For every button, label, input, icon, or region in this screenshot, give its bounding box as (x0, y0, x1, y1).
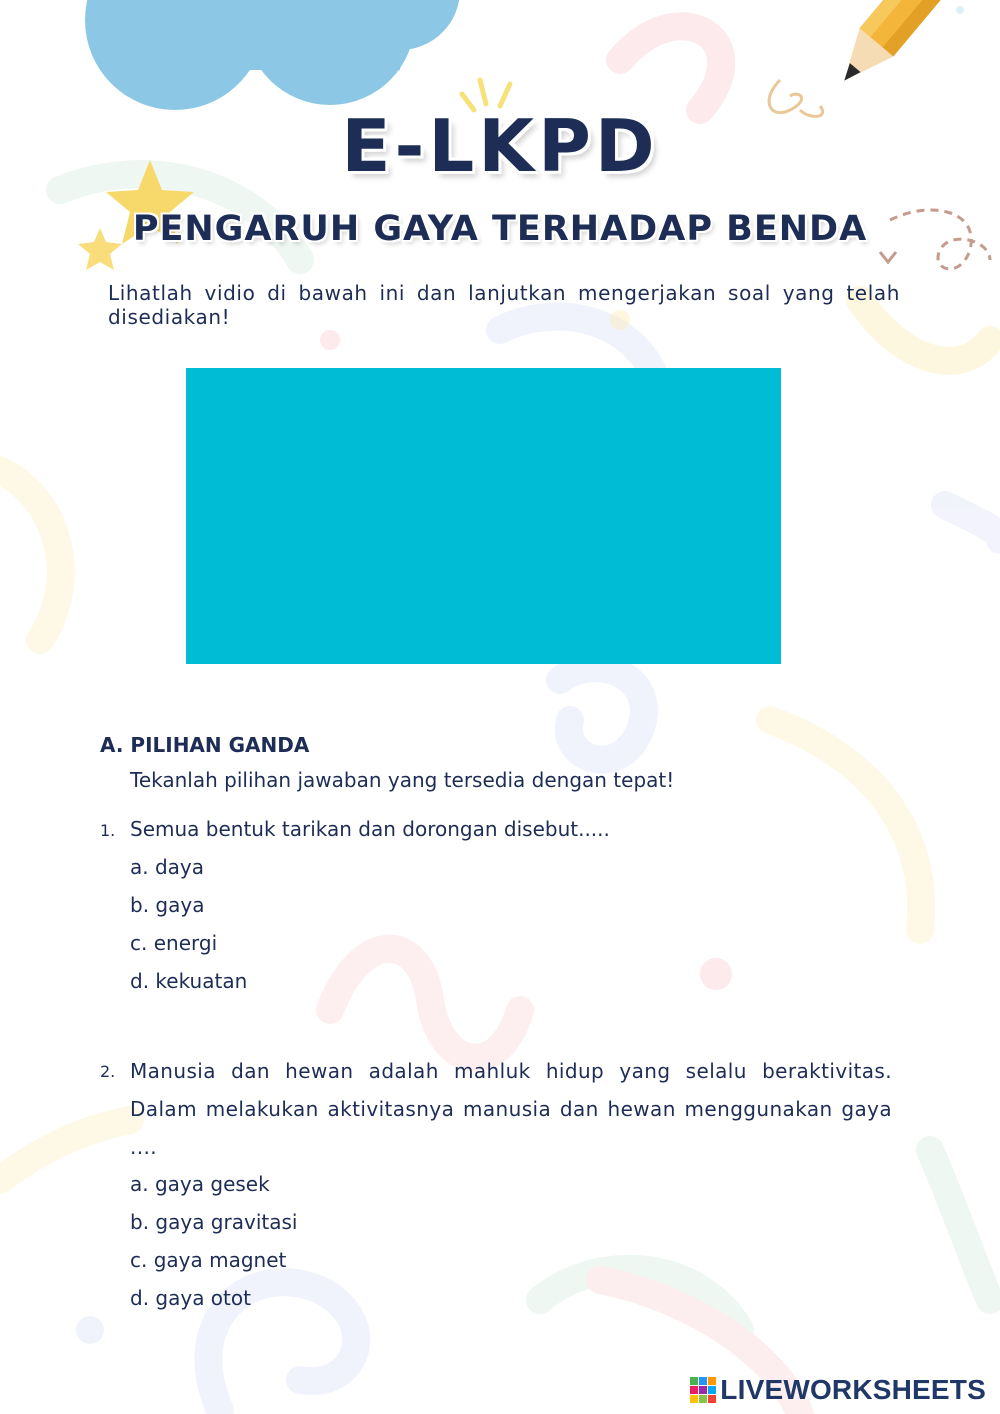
question-1-option-c[interactable]: c. energi (130, 931, 218, 955)
bg-swirl-pink (620, 26, 721, 110)
question-2-option-d[interactable]: d. gaya otot (130, 1286, 251, 1310)
page-subtitle: PENGARUH GAYA TERHADAP BENDA (132, 209, 868, 249)
video-player[interactable] (186, 368, 781, 664)
bg-arc-blue-right (945, 505, 1000, 540)
question-2-option-b[interactable]: b. gaya gravitasi (130, 1210, 298, 1234)
question-2-option-a[interactable]: a. gaya gesek (130, 1172, 270, 1196)
bg-dot-blue (76, 1316, 104, 1344)
bg-curve-yellow-right (770, 720, 921, 930)
pencil-decoration (827, 0, 970, 95)
question-2-option-c[interactable]: c. gaya magnet (130, 1248, 287, 1272)
bg-dot-pink-2 (320, 330, 340, 350)
question-1-option-a[interactable]: a. daya (130, 855, 205, 879)
liveworksheets-brand[interactable] (690, 1374, 986, 1406)
liveworksheets-logo-icon (690, 1377, 716, 1403)
question-2-number: 2. (100, 1062, 116, 1081)
section-instruction: Tekanlah pilihan jawaban yang tersedia dengan tepat! (130, 768, 675, 792)
question-1-option-d[interactable]: d. kekuatan (130, 969, 248, 993)
page-title: E-LKPD (341, 104, 659, 188)
question-1-number: 1. (100, 821, 116, 840)
liveworksheets-brand-text: LIVEWORKSHEETS (720, 1374, 986, 1405)
bg-dot-pink (700, 958, 732, 990)
question-1-option-b[interactable]: b. gaya (130, 893, 205, 917)
bg-curl-blue-mid (560, 668, 644, 760)
section-title: A. PILIHAN GANDA (100, 733, 310, 757)
bg-curve-pink-mid (330, 949, 520, 1058)
intro-text: Lihatlah vidio di bawah ini dan lanjutkan mengerjakan soal yang telah disediakan! (108, 281, 900, 329)
question-1-text: Semua bentuk tarikan dan dorongan disebut..... (130, 817, 610, 841)
cloud-decoration (85, 0, 460, 110)
question-2-text: Manusia dan hewan adalah mahluk hidup yang selalu beraktivitas. Dalam melakukan aktivitasnya manusia dan hewan menggunakan gaya .... (130, 1059, 892, 1159)
bg-arc-yellow-left (0, 470, 61, 640)
bg-line-yellow-left (0, 1120, 130, 1180)
bg-line-green-right (930, 1150, 990, 1300)
